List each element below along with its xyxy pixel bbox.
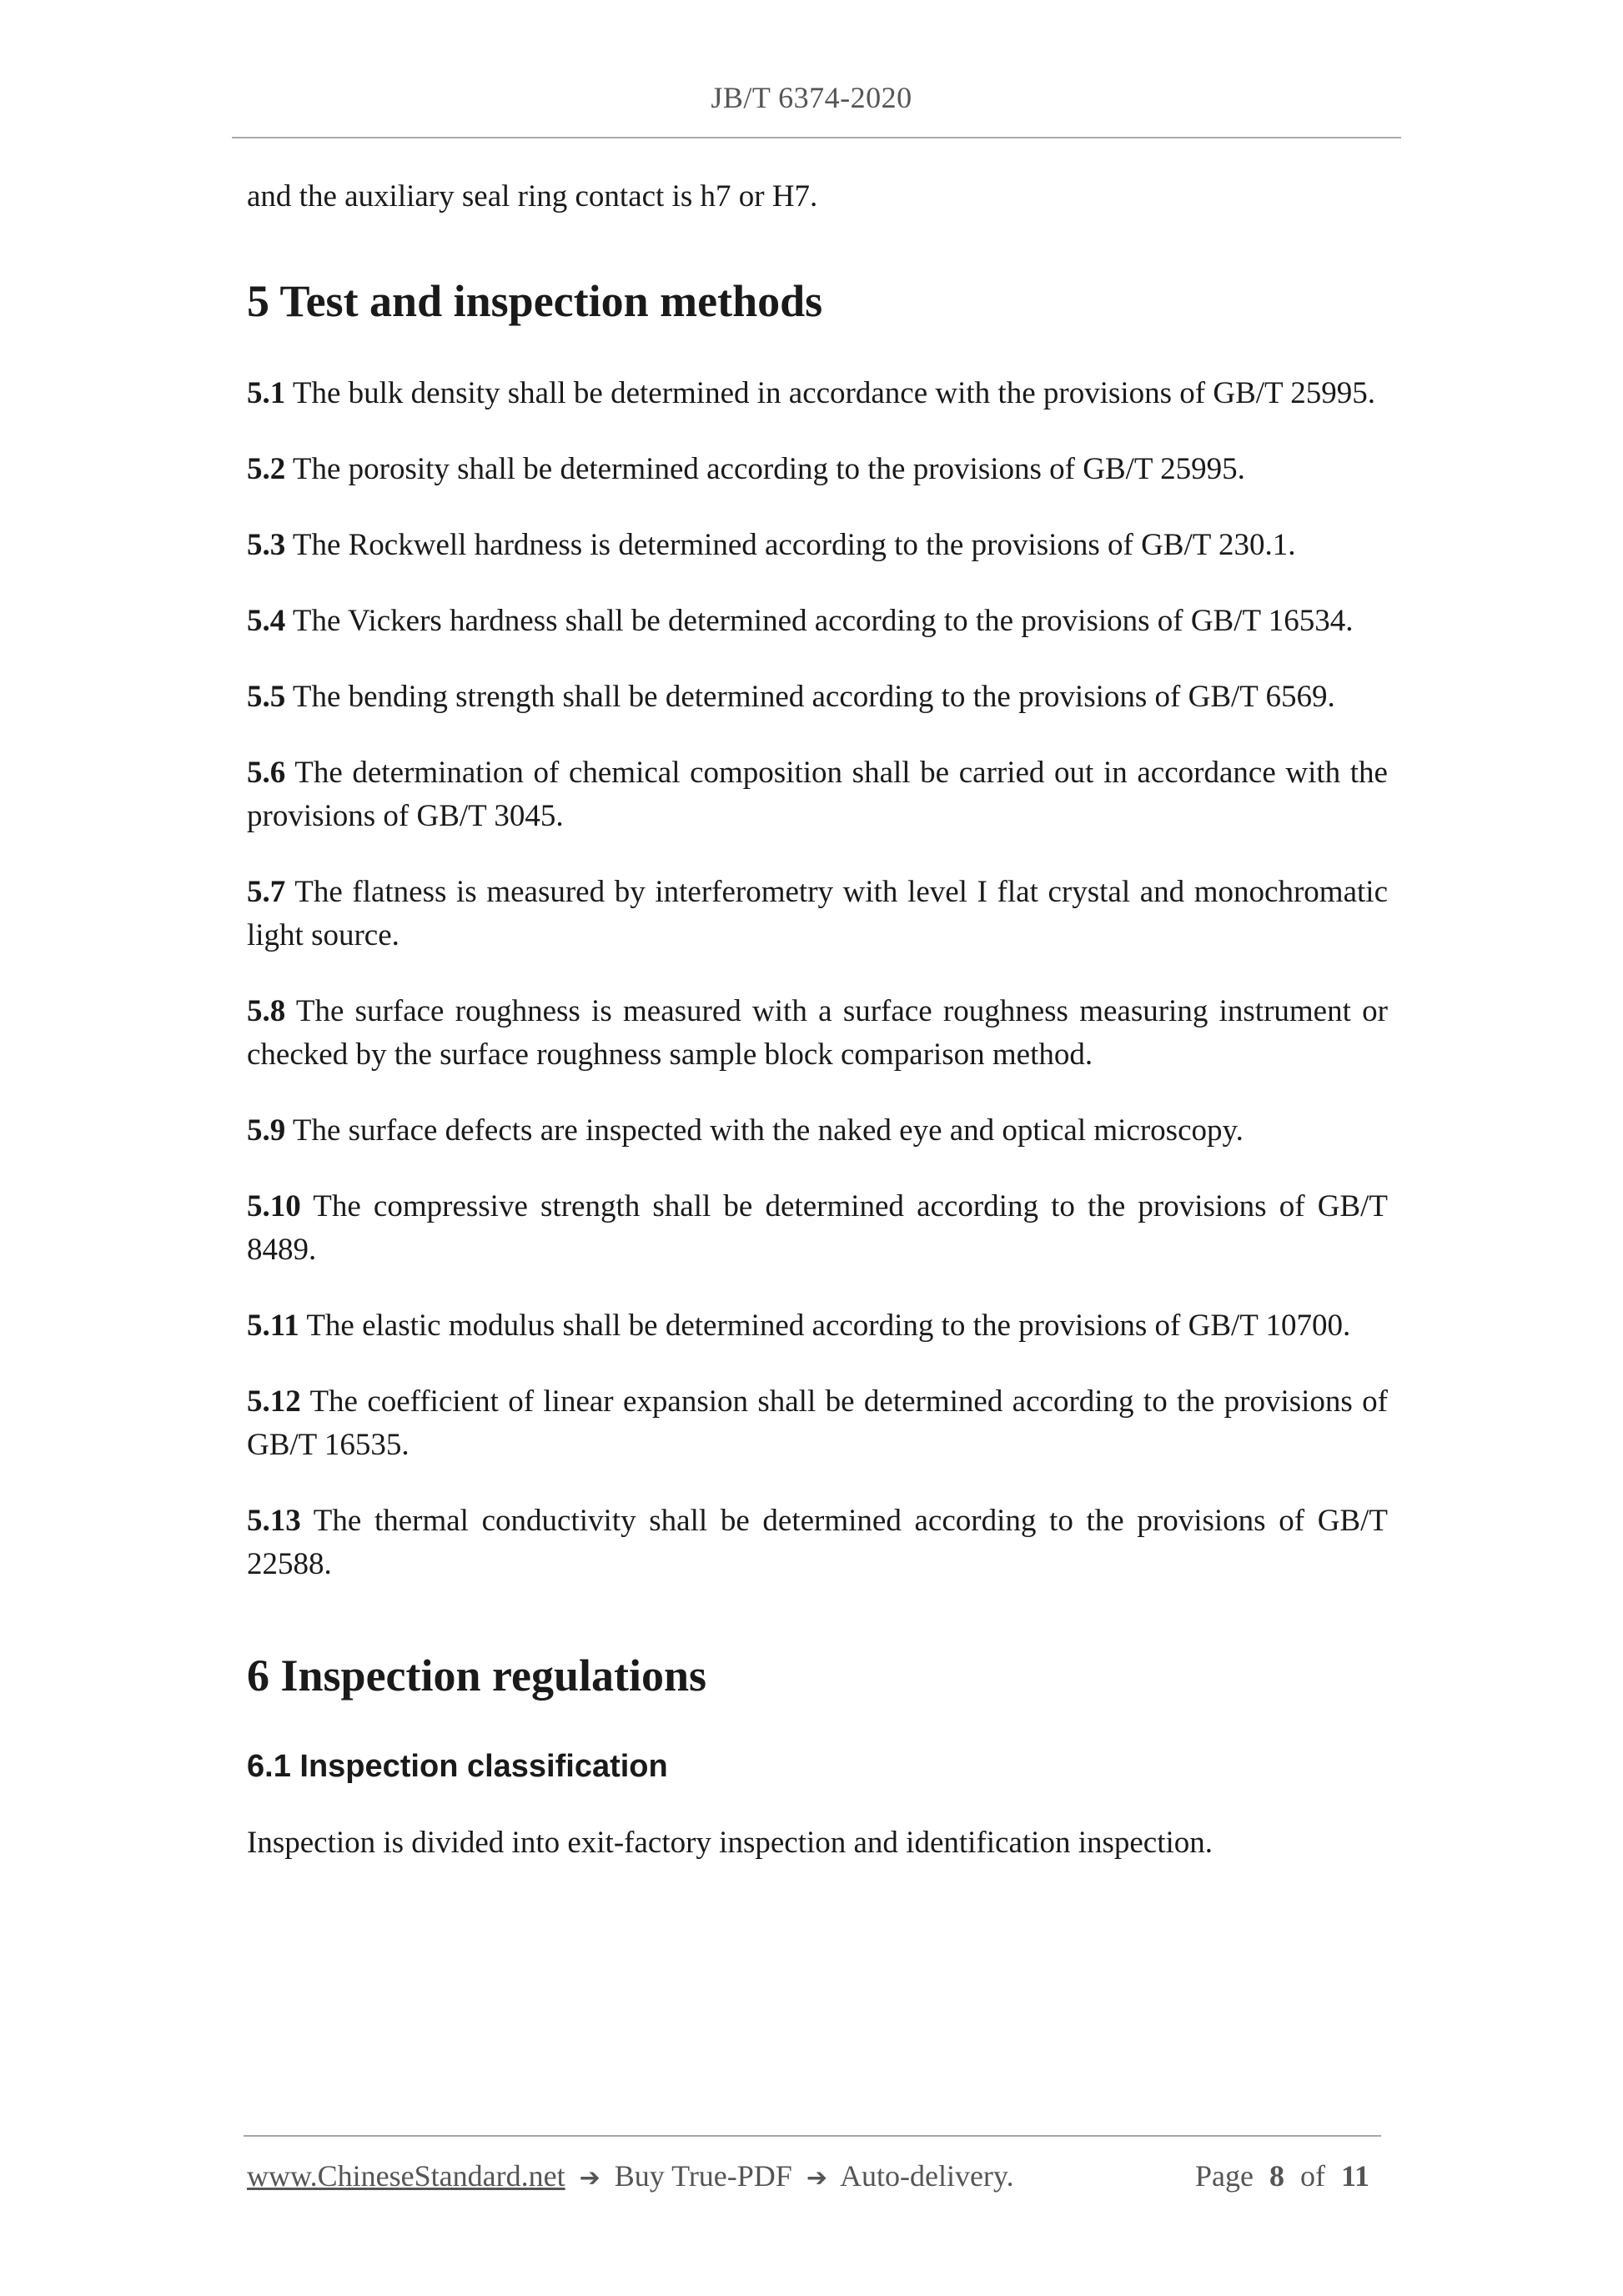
clause-paragraph (247, 372, 1388, 415)
clause-paragraph (247, 524, 1388, 567)
clause-paragraph (247, 1185, 1388, 1272)
clause-paragraph (247, 751, 1388, 838)
clause-paragraph (247, 871, 1388, 957)
clause-text: The porosity shall be determined according to the provisions of GB/T 25995. (292, 452, 1245, 486)
section-5-clauses (247, 372, 1388, 1586)
clause-number: 5.6 (247, 756, 286, 790)
clause-paragraph (247, 1500, 1388, 1586)
clause-text: The surface roughness is measured with a surface roughness measuring instrument or checked by the surface roughness sample block comparison method. (247, 994, 1388, 1072)
clause-paragraph (247, 990, 1388, 1077)
clause-number: 5.10 (247, 1189, 301, 1223)
clause-number: 5.8 (247, 994, 286, 1028)
clause-paragraph (247, 448, 1388, 491)
page-footer (247, 2158, 1378, 2193)
footer-left (247, 2158, 1014, 2193)
right-arrow-icon: ➔ (806, 2163, 827, 2193)
clause-number: 5.5 (247, 680, 286, 714)
clause-number: 5.9 (247, 1113, 286, 1148)
buy-pdf-text: Buy True-PDF (614, 2159, 792, 2193)
footer-divider (244, 2135, 1381, 2137)
page-of-label: of (1299, 2159, 1325, 2193)
clause-text: The coefficient of linear expansion shall be determined according to the provisions of GB/T 16535. (247, 1384, 1388, 1462)
total-pages-number: 11 (1340, 2159, 1369, 2193)
continuation-paragraph: and the auxiliary seal ring contact is h7 or H7. (247, 179, 818, 214)
section-5-heading: 5 Test and inspection methods (247, 276, 823, 326)
clause-paragraph (247, 600, 1388, 643)
clause-paragraph (247, 1380, 1388, 1467)
section-6-heading: 6 Inspection regulations (247, 1650, 707, 1701)
page-content (247, 175, 1388, 1897)
clause-text: The Vickers hardness shall be determined according to the provisions of GB/T 16534. (292, 604, 1354, 638)
subsection-6-1-heading: 6.1 Inspection classification (247, 1749, 668, 1784)
website-link[interactable]: www.ChineseStandard.net (247, 2159, 565, 2193)
clause-text: The bulk density shall be determined in accordance with the provisions of GB/T 25995. (292, 376, 1375, 410)
clause-number: 5.13 (247, 1504, 301, 1538)
clause-number: 5.3 (247, 528, 286, 562)
page-label: Page (1195, 2159, 1254, 2193)
subsection-6-1-paragraph: Inspection is divided into exit-factory inspection and identification inspection. (247, 1826, 1213, 1860)
clause-paragraph (247, 676, 1388, 719)
clause-text: The surface defects are inspected with the naked eye and optical microscopy. (292, 1113, 1244, 1148)
clause-number: 5.11 (247, 1309, 299, 1343)
header-divider (232, 137, 1401, 138)
current-page-number: 8 (1269, 2159, 1284, 2193)
clause-number: 5.12 (247, 1384, 301, 1419)
page-indicator (1195, 2158, 1378, 2193)
clause-number: 5.4 (247, 604, 286, 638)
clause-text: The thermal conductivity shall be determined according to the provisions of GB/T 22588. (247, 1504, 1388, 1581)
clause-text: The elastic modulus shall be determined according to the provisions of GB/T 10700. (306, 1309, 1351, 1343)
clause-paragraph (247, 1304, 1388, 1348)
document-id: JB/T 6374-2020 (711, 81, 912, 114)
clause-number: 5.7 (247, 875, 286, 909)
right-arrow-icon: ➔ (579, 2163, 600, 2193)
clause-text: The Rockwell hardness is determined according to the provisions of GB/T 230.1. (292, 528, 1296, 562)
clause-text: The determination of chemical composition shall be carried out in accordance with the provisions of GB/T 3045. (247, 756, 1388, 833)
clause-text: The compressive strength shall be determined according to the provisions of GB/T 8489. (247, 1189, 1388, 1267)
clause-number: 5.1 (247, 376, 286, 410)
clause-text: The flatness is measured by interferometry with level I flat crystal and monochromatic light source. (247, 875, 1388, 952)
clause-number: 5.2 (247, 452, 286, 486)
clause-text: The bending strength shall be determined according to the provisions of GB/T 6569. (292, 680, 1335, 714)
clause-paragraph (247, 1109, 1388, 1153)
auto-delivery-text: Auto-delivery. (839, 2159, 1014, 2193)
